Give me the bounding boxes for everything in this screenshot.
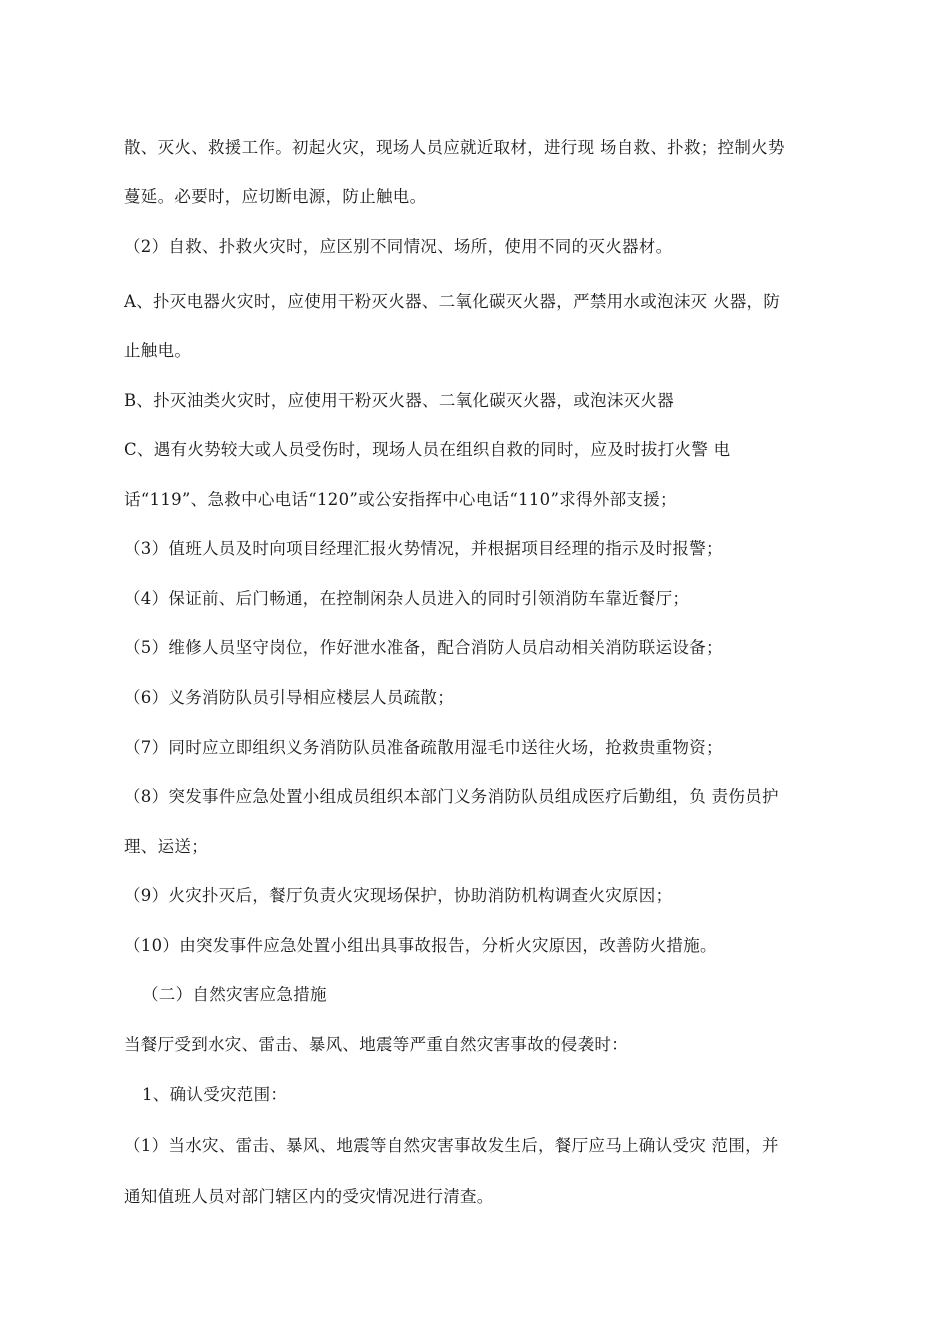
section-heading: （二）自然灾害应急措施: [142, 985, 327, 1004]
body-text-line: 止触电。: [124, 341, 192, 360]
lettered-item: B、扑灭油类火灾时，应使用干粉灭火器、二氧化碳灭火器，或泡沫灭火器: [124, 391, 675, 410]
numbered-item: （10）由突发事件应急处置小组出具事故报告，分析火灾原因，改善防火措施。: [124, 936, 717, 955]
body-text-line: 通知值班人员对部门辖区内的受灾情况进行清查。: [124, 1187, 494, 1206]
lettered-item: C、遇有火势较大或人员受伤时，现场人员在组织自救的同时，应及时拔打火警 电: [124, 440, 731, 459]
body-text-line: 当餐厅受到水灾、雷击、暴风、地震等严重自然灾害事故的侵袭时：: [124, 1035, 628, 1054]
body-text-line: 散、灭火、救援工作。初起火灾，现场人员应就近取材，进行现 场自救、扑救；控制火势: [124, 138, 785, 157]
numbered-item: （6）义务消防队员引导相应楼层人员疏散；: [124, 688, 454, 707]
numbered-item: （5）维修人员坚守岗位，作好泄水准备，配合消防人员启动相关消防联运设备；: [124, 638, 723, 657]
numbered-item: （3）值班人员及时向项目经理汇报火势情况，并根据项目经理的指示及时报警；: [124, 539, 723, 558]
body-text-line: 话“119”、急救中心电话“120”或公安指挥中心电话“110”求得外部支援；: [124, 490, 677, 509]
lettered-item: A、扑灭电器火灾时，应使用干粉灭火器、二氧化碳灭火器，严禁用水或泡沫灭 火器，防: [124, 292, 781, 311]
numbered-item: （7）同时应立即组织义务消防队员准备疏散用湿毛巾送往火场，抢救贵重物资；: [124, 738, 723, 757]
numbered-item: （8）突发事件应急处置小组成员组织本部门义务消防队员组成医疗后勤组，负 责伤员护: [124, 787, 779, 806]
numbered-item: （9）火灾扑灭后，餐厅负责火灾现场保护，协助消防机构调查火灾原因；: [124, 886, 673, 905]
numbered-item: （1）当水灾、雷击、暴风、地震等自然灾害事故发生后，餐厅应马上确认受灾 范围，并: [124, 1136, 779, 1155]
numbered-item: （4）保证前、后门畅通，在控制闲杂人员进入的同时引领消防车靠近餐厅；: [124, 589, 690, 608]
numbered-item: （2）自救、扑救火灾时，应区别不同情况、场所，使用不同的灭火器材。: [124, 237, 673, 256]
body-text-line: 蔓延。必要时，应切断电源，防止触电。: [124, 187, 427, 206]
body-text-line: 理、运送；: [124, 837, 208, 856]
subsection-heading: 1、确认受灾范围：: [142, 1085, 288, 1104]
